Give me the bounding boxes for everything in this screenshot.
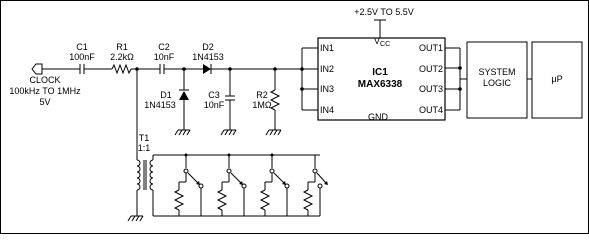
junction-dot bbox=[271, 154, 274, 157]
d2-value: 1N4153 bbox=[192, 52, 224, 62]
ic-pin-in3: IN3 bbox=[320, 84, 335, 94]
switch-section-1 bbox=[175, 155, 203, 216]
r2-value: 1MΩ bbox=[252, 100, 272, 110]
ic-pin-out1: OUT1 bbox=[418, 43, 443, 53]
ic-name: IC1 bbox=[372, 67, 388, 78]
ic-pin-in2: IN2 bbox=[320, 64, 335, 74]
junction-dot bbox=[458, 66, 462, 70]
input-bus bbox=[302, 48, 318, 110]
c1-value: 100nF bbox=[69, 52, 95, 62]
ic-pin-out2: OUT2 bbox=[418, 64, 443, 74]
capacitor-c1 bbox=[80, 64, 112, 74]
switch-bank bbox=[153, 155, 328, 216]
diagram-border bbox=[1, 1, 589, 234]
junction-dot bbox=[228, 154, 231, 157]
clock-voltage-label: 5V bbox=[39, 97, 51, 107]
d2-name: D2 bbox=[202, 42, 214, 52]
microprocessor-label: μP bbox=[551, 74, 563, 84]
supply-voltage-label: +2.5V TO 5.5V bbox=[354, 7, 414, 17]
switch-section-3 bbox=[261, 155, 289, 216]
r1-name: R1 bbox=[116, 42, 128, 52]
system-logic-label-2: LOGIC bbox=[482, 78, 512, 88]
r2-name: R2 bbox=[256, 90, 268, 100]
junction-dot bbox=[458, 87, 462, 91]
ic-pin-in4: IN4 bbox=[320, 105, 335, 115]
c2-value: 10nF bbox=[153, 52, 175, 62]
d1-value: 1N4153 bbox=[144, 100, 176, 110]
c2-name: C2 bbox=[158, 42, 170, 52]
c3-name: C3 bbox=[208, 90, 220, 100]
c3-value: 10nF bbox=[203, 100, 225, 110]
vcc-subscript: CC bbox=[380, 41, 391, 48]
clock-frequency-label: 100kHz TO 1MHz bbox=[9, 86, 81, 96]
t1-name: T1 bbox=[138, 133, 150, 143]
switch-section-4 bbox=[304, 155, 328, 216]
ic-gnd-label: GND bbox=[368, 112, 388, 122]
junction-dot bbox=[185, 154, 188, 157]
c1-name: C1 bbox=[76, 42, 88, 52]
ic-pin-out3: OUT3 bbox=[418, 84, 443, 94]
clock-input-connector bbox=[32, 64, 80, 74]
ic-part-number: MAX6338 bbox=[357, 79, 403, 90]
vcc-label: V bbox=[374, 36, 381, 46]
ic-pin-out4: OUT4 bbox=[418, 105, 443, 115]
ic-pin-in1: IN1 bbox=[320, 43, 335, 53]
diode-d1 bbox=[175, 69, 190, 135]
d1-name: D1 bbox=[160, 90, 172, 100]
ic-output-wires bbox=[445, 48, 467, 110]
switch-section-2 bbox=[218, 155, 246, 216]
transformer-t1 bbox=[128, 155, 320, 221]
system-logic-label-1: SYSTEM bbox=[478, 67, 516, 77]
capacitor-c2 bbox=[160, 64, 203, 74]
t1-ratio: 1:1 bbox=[137, 143, 151, 153]
r1-value: 2.2kΩ bbox=[110, 52, 134, 62]
junction-dot bbox=[300, 87, 304, 91]
clock-label: CLOCK bbox=[29, 75, 61, 85]
